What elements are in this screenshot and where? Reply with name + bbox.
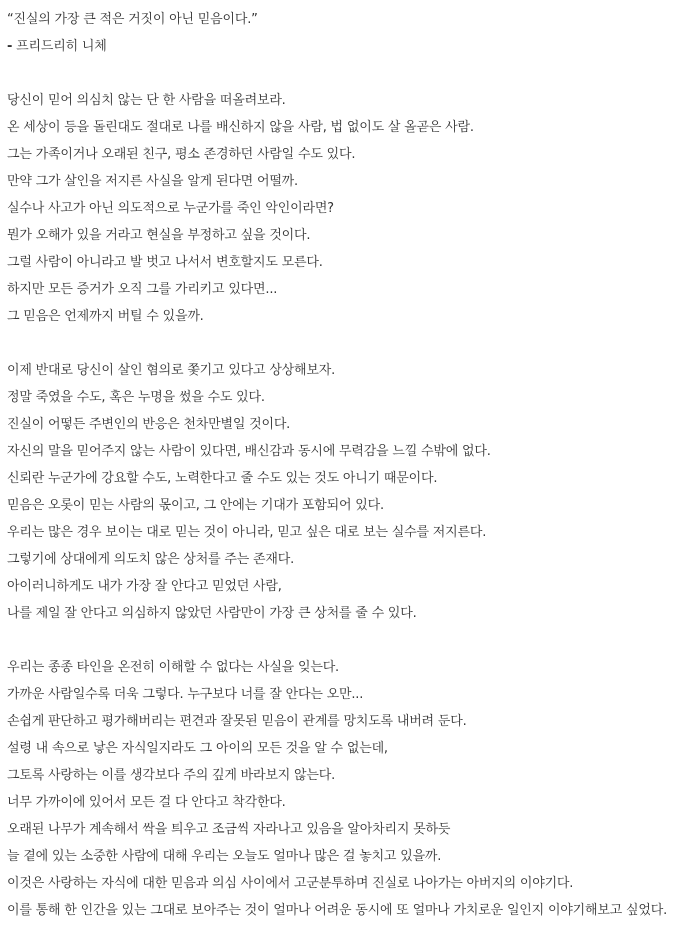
paragraph-line: 이것은 사랑하는 자식에 대한 믿음과 의심 사이에서 고군분투하며 진실로 나아가는 아버지의 이야기다. (7, 876, 574, 891)
paragraph-gap (7, 60, 699, 87)
paragraph-line: 만약 그가 살인을 저지른 사실을 알게 된다면 어떨까. (7, 174, 298, 189)
paragraph-line: 그렇기에 상대에게 의도치 않은 상처를 주는 존재다. (7, 552, 295, 567)
quote-text: “진실의 가장 큰 적은 거짓이 아닌 믿음이다.” (7, 12, 258, 27)
paragraph-line: 우리는 많은 경우 보이는 대로 믿는 것이 아니라, 믿고 싶은 대로 보는 실수를 저지른다. (7, 525, 487, 540)
paragraph-line: 이를 통해 한 인간을 있는 그대로 보아주는 것이 얼마나 어려운 동시에 또 얼마나 가치로운 일인지 이야기해보고 싶었다. (7, 903, 668, 918)
quote-author: 프리드리히 니체 (12, 39, 107, 54)
paragraph-line: 그 믿음은 언제까지 버틸 수 있을까. (7, 309, 204, 324)
paragraph-line: 뭔가 오해가 있을 거라고 현실을 부정하고 싶을 것이다. (7, 228, 311, 243)
paragraph-line: 실수나 사고가 아닌 의도적으로 누군가를 죽인 악인이라면? (7, 201, 334, 216)
paragraph-line: 신뢰란 누군가에 강요할 수도, 노력한다고 줄 수도 있는 것도 아니기 때문이다. (7, 471, 438, 486)
paragraph-line: 정말 죽였을 수도, 혹은 누명을 썼을 수도 있다. (7, 390, 265, 405)
paragraph (7, 357, 699, 627)
paragraph-line: 당신이 믿어 의심치 않는 단 한 사람을 떠올려보라. (7, 93, 286, 108)
paragraph-line: 나를 제일 잘 안다고 의심하지 않았던 사람만이 가장 큰 상처를 줄 수 있다. (7, 606, 417, 621)
paragraph-line: 오래된 나무가 계속해서 싹을 틔우고 조금씩 자라나고 있음을 알아차리지 못하듯 (7, 822, 451, 837)
paragraph-line: 아이러니하게도 내가 가장 잘 안다고 믿었던 사람, (7, 579, 282, 594)
paragraph-line: 늘 곁에 있는 소중한 사람에 대해 우리는 오늘도 얼마나 많은 걸 놓치고 있을까. (7, 849, 442, 864)
paragraph-line: 그토록 사랑하는 이를 생각보다 주의 깊게 바라보지 않는다. (7, 768, 336, 783)
paragraph-line: 가까운 사람일수록 더욱 그렇다. 누구보다 너를 잘 안다는 오만... (7, 687, 364, 702)
paragraph-line: 온 세상이 등을 돌린대도 절대로 나를 배신하지 않을 사람, 법 없이도 살 올곧은 사람. (7, 120, 474, 135)
paragraph-line: 너무 가까이에 있어서 모든 걸 다 안다고 착각한다. (7, 795, 286, 810)
quote-dash: - (7, 39, 13, 54)
article-body (7, 6, 699, 924)
paragraph-gap (7, 627, 699, 654)
paragraph-line: 우리는 종종 타인을 온전히 이해할 수 없다는 사실을 잊는다. (7, 660, 339, 675)
paragraph-gap (7, 330, 699, 357)
paragraph-line: 설령 내 속으로 낳은 자식일지라도 그 아이의 모든 것을 알 수 없는데, (7, 741, 388, 756)
paragraph-line: 진실이 어떻든 주변인의 반응은 천차만별일 것이다. (7, 417, 291, 432)
paragraph-line: 자신의 말을 믿어주지 않는 사람이 있다면, 배신감과 동시에 무력감을 느낄 수밖에 없다. (7, 444, 491, 459)
paragraph-line: 그럴 사람이 아니라고 발 벗고 나서서 변호할지도 모른다. (7, 255, 323, 270)
paragraphs (7, 87, 699, 924)
paragraph-line: 믿음은 오롯이 믿는 사람의 몫이고, 그 안에는 기대가 포함되어 있다. (7, 498, 384, 513)
paragraph-line: 이제 반대로 당신이 살인 혐의로 쫓기고 있다고 상상해보자. (7, 363, 336, 378)
quote-attribution (7, 33, 699, 60)
paragraph-line: 손쉽게 판단하고 평가해버리는 편견과 잘못된 믿음이 관계를 망치도록 내버려 둔다. (7, 714, 467, 729)
paragraph (7, 654, 699, 924)
paragraph-line: 그는 가족이거나 오래된 친구, 평소 존경하던 사람일 수도 있다. (7, 147, 356, 162)
paragraph (7, 87, 699, 330)
paragraph-line: 하지만 모든 증거가 오직 그를 가리키고 있다면... (7, 282, 278, 297)
